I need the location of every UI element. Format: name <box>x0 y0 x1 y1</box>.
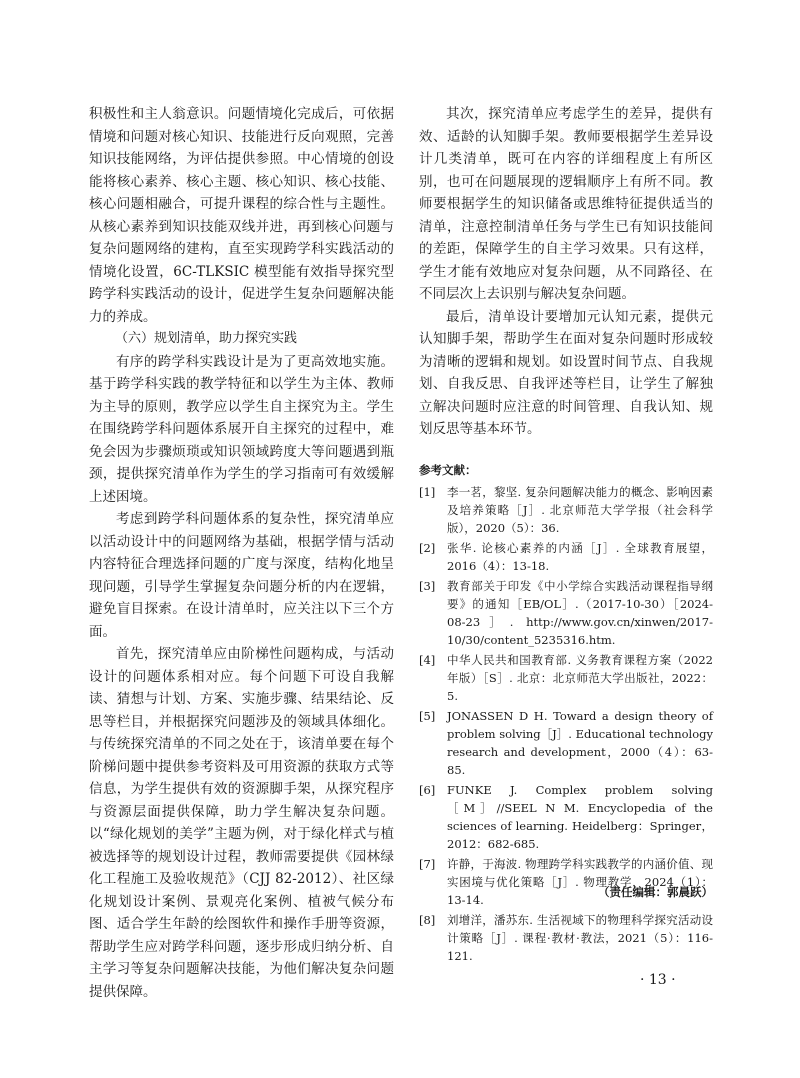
reference-item <box>419 539 713 575</box>
page-number: · 13 · <box>640 972 676 988</box>
reference-text: 教育部关于印发《中小学综合实践活动课程指导纲要》的通知［EB/OL］.（2017-10-30）［2024-08-23］. http://www.gov.cn/xinwen/2017-10/30/content_5235316.htm. <box>447 578 713 647</box>
reference-item <box>419 707 713 779</box>
paragraph-3: 考虑到跨学科问题体系的复杂性，探究清单应以活动设计中的问题网络为基础，根据学情与活动内容特征合理选择问题的广度与深度，结构化地呈现问题，引导学生掌握复杂问题分析的内在逻辑，避免盲目探索。在设计清单时，应关注以下三个方面。 <box>89 511 394 640</box>
reference-text: 中华人民共和国教育部. 义务教育课程方案（2022年版）［S］. 北京：北京师范大学出版社，2022：5. <box>447 652 713 703</box>
reference-text: 李一茗，黎坚. 复杂问题解决能力的概念、影响因素及培养策略［J］. 北京师范大学学报（社会科学版），2020（5）：36. <box>447 484 713 535</box>
paragraph-4: 首先，探究清单应由阶梯性问题构成，与活动设计的问题体系相对应。每个问题下可设自我解读、猜想与计划、方案、实施步骤、结果结论、反思等栏目，并根据探究问题涉及的领域具体细化。与传统探究清单的不同之处在于，该清单要在每个阶梯问题中提供参考资料及可用资源的获取方式等信息，为学生提供有效的资源脚手架，从探究程序与资源层面提供保障，助力学生解决复杂问题。以“绿化规划的美学”主题为例，对于绿化样式与植被选择等的规划设计过程，教师需要提供《园林绿化工程施工及验收规范》（CJJ 82-2012）、社区绿化规划设计案例、景观亮化案例、植被气候分布图、适合学生年龄的绘图软件和操作手册等资源，帮助学生应对跨学科问题，逐步形成归纳分析、自主学习等复杂问题解决技能，为他们解决复杂问题提供保障。 <box>89 646 394 1000</box>
paragraph-2: 有序的跨学科实践设计是为了更高效地实施。基于跨学科实践的教学特征和以学生为主体、教师为主导的原则，教学应以学生自主探究为主。学生在围绕跨学科问题体系展开自主探究的过程中，难免会因为步骤烦琐或知识领域跨度大等问题遇到瓶颈，提供探究清单作为学生的学习指南可有效缓解上述困境。 <box>89 353 394 505</box>
section-heading: （六）规划清单，助力探究实践 <box>115 331 298 346</box>
reference-number: [7] <box>419 856 436 871</box>
reference-text: 刘增洋，潘苏东. 生活视域下的物理科学探究活动设计策略［J］. 课程·教材·教法，2021（5）：116-121. <box>447 912 713 963</box>
paragraph-5: 其次，探究清单应考虑学生的差异，提供有效、适龄的认知脚手架。教师要根据学生差异设计几类清单，既可在内容的详细程度上有所区别，也可在问题展现的逻辑顺序上有所不同。教师要根据学生的知识储备或思维特征提供适当的清单，注意控制清单任务与学生已有知识技能间的差距，保障学生的自主学习效果。只有这样，学生才能有效地应对复杂问题，从不同路径、在不同层次上去识别与解决复杂问题。 <box>419 106 713 302</box>
reference-item <box>419 651 713 705</box>
reference-text: FUNKE J. Complex problem solving［M］//SEEL N M. Encyclopedia of the sciences of learning. Heidelberg：Springer，2012：682-685. <box>447 782 713 851</box>
reference-item <box>419 577 713 649</box>
paragraph-1: 积极性和主人翁意识。问题情境化完成后，可依据情境和问题对核心知识、技能进行反向观照，完善知识技能网络，为评估提供参照。中心情境的创设能将核心素养、核心主题、核心知识、核心技能、核心问题相融合，可提升课程的综合性与主题性。从核心素养到知识技能双线并进，再到核心问题与复杂问题网络的建构，直至实现跨学科实践活动的情境化设置，6C-TLKSIC 模型能有效指导探究型跨学科实践活动的设计，促进学生复杂问题解决能力的养成。 <box>89 106 394 325</box>
reference-number: [2] <box>419 540 436 555</box>
reference-text: JONASSEN D H. Toward a design theory of problem solving［J］. Educational technology research and development，2000（4）：63-85. <box>447 708 713 777</box>
reference-number: [3] <box>419 578 436 593</box>
reference-number: [8] <box>419 912 436 927</box>
right-column <box>419 103 713 967</box>
paragraph-6: 最后，清单设计要增加元认知元素，提供元认知脚手架，帮助学生在面对复杂问题时形成较为清晰的逻辑和规划。如设置时间节点、自我规划、自我反思、自我评述等栏目，让学生了解独立解决问题时应注意的时间管理、自我认知、规划反思等基本环节。 <box>419 308 713 437</box>
left-column <box>89 103 394 1003</box>
responsible-editor: （责任编辑：郭晨跃） <box>598 885 713 899</box>
reference-item <box>419 781 713 853</box>
references-title: 参考文献： <box>419 462 477 477</box>
reference-number: [6] <box>419 782 436 797</box>
reference-number: [5] <box>419 708 436 723</box>
reference-item <box>419 483 713 537</box>
reference-text: 许静，于海波. 物理跨学科实践教学的内涵价值、现实困境与优化策略［J］. 物理教学，2024（1）：13-14. <box>447 856 713 907</box>
reference-item <box>419 855 713 909</box>
reference-item <box>419 911 713 965</box>
reference-text: 张华. 论核心素养的内涵［J］. 全球教育展望，2016（4）：13-18. <box>447 540 713 573</box>
reference-number: [1] <box>419 484 436 499</box>
reference-number: [4] <box>419 652 436 667</box>
